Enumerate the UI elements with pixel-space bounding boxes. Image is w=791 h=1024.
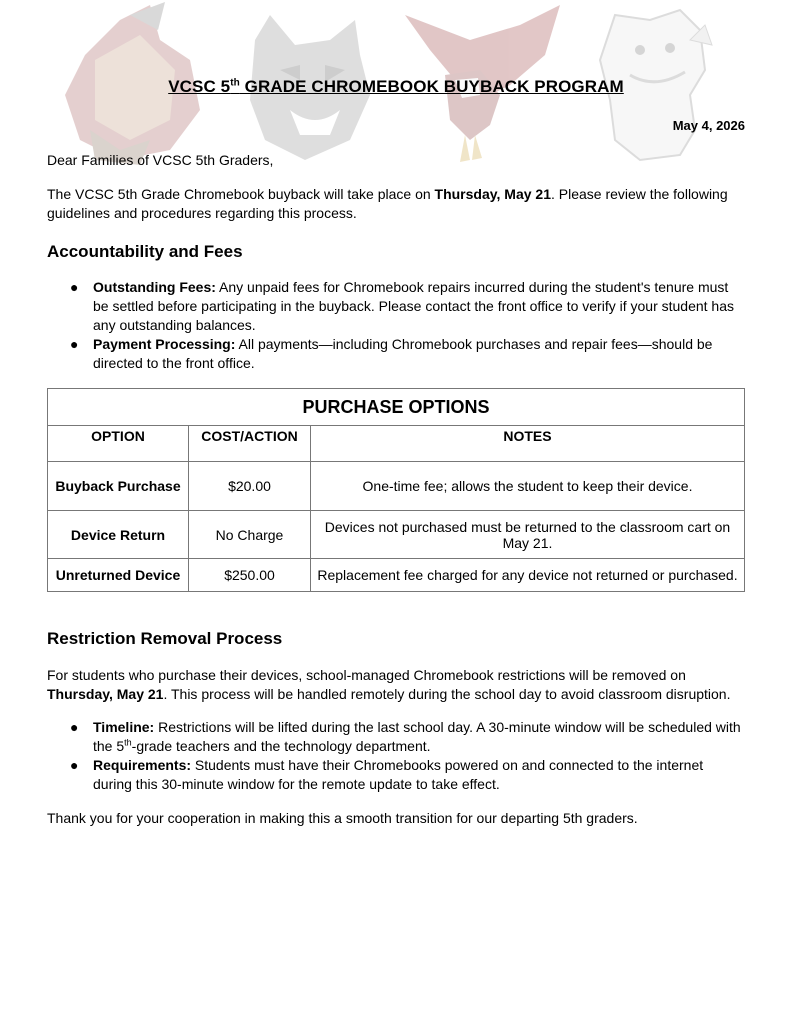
restriction-heading: Restriction Removal Process [47,629,283,648]
list-item: ● Outstanding Fees: Any unpaid fees for Chromebook repairs incurred during the student's tenure must be settled before participating in the buyback. Please contact the front office to verify if your student has any outstanding balances. [70,279,735,333]
option-cell: Buyback Purchase [48,462,189,511]
letter-date: May 4, 2026 [672,118,745,133]
purchase-options-table [47,388,745,592]
bullet-icon: ● [70,336,79,352]
cost-cell: No Charge [189,511,311,559]
table-row [48,559,745,592]
list-item: ● Requirements: Students must have their Chromebooks powered on and connected to the internet during this 30-minute window for the remote update to take effect. [70,757,704,792]
list-item: ● Payment Processing: All payments—including Chromebook purchases and repair fees—should be directed to the front office. [70,336,713,371]
restriction-paragraph: For students who purchase their devices, school-managed Chromebook restrictions will be removed on Thursday, May 21. This process will be handled remotely during the school day to avoid classroom disruption. [47,667,731,702]
closing-paragraph: Thank you for your cooperation in making this a smooth transition for our departing 5th graders. [47,810,638,826]
intro-paragraph: The VCSC 5th Grade Chromebook buyback will take place on Thursday, May 21. Please review the following guidelines and procedures regarding this process. [47,186,728,221]
table-row [48,511,745,559]
bullet-icon: ● [70,279,79,295]
notes-cell: Devices not purchased must be returned to the classroom cart on May 21. [311,511,745,559]
accountability-list [47,278,745,373]
table-caption: PURCHASE OPTIONS [48,389,745,426]
greeting: Dear Families of VCSC 5th Graders, [47,152,274,168]
bullet-icon: ● [70,757,79,773]
column-header: COST/ACTION [189,426,311,462]
list-item: ● Timeline: Restrictions will be lifted during the last school day. A 30-minute window will be scheduled with the 5th-grade teachers and the technology department. [70,719,741,754]
restriction-list [47,718,745,794]
bullet-icon: ● [70,719,79,735]
page-title: VCSC 5th GRADE CHROMEBOOK BUYBACK PROGRAM [168,77,624,96]
option-cell: Unreturned Device [48,559,189,592]
table-row [48,462,745,511]
notes-cell: One-time fee; allows the student to keep their device. [311,462,745,511]
column-header: OPTION [48,426,189,462]
column-header: NOTES [311,426,745,462]
accountability-heading: Accountability and Fees [47,242,243,261]
notes-cell: Replacement fee charged for any device not returned or purchased. [311,559,745,592]
cost-cell: $20.00 [189,462,311,511]
cost-cell: $250.00 [189,559,311,592]
option-cell: Device Return [48,511,189,559]
